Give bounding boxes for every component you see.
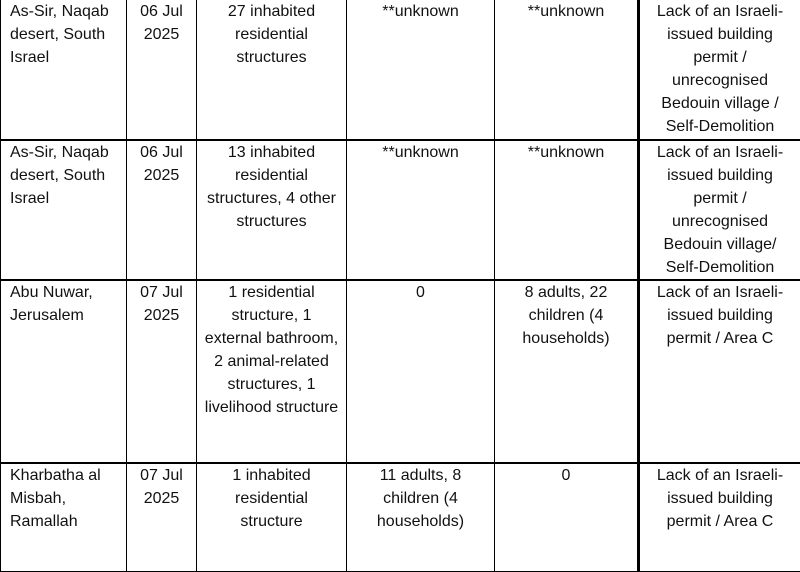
date-cell xyxy=(127,140,197,280)
location-text: As-Sir, Naqab desert, South Israel xyxy=(10,0,122,69)
affected-text: **unknown xyxy=(500,141,632,164)
location-text: Kharbatha al Misbah, Ramallah xyxy=(10,464,122,533)
location-cell xyxy=(1,0,127,140)
date-text: 07 Jul 2025 xyxy=(132,281,191,327)
table-row xyxy=(1,280,800,463)
table-row xyxy=(1,463,800,571)
table-row xyxy=(1,140,800,280)
affected-cell xyxy=(495,0,639,140)
date-text: 06 Jul 2025 xyxy=(132,0,191,46)
reason-cell xyxy=(639,140,800,280)
affected-cell xyxy=(495,140,639,280)
structures-text: 13 inhabited residential structures, 4 other structures xyxy=(202,141,341,233)
displaced-cell xyxy=(347,463,495,571)
displaced-text: 0 xyxy=(352,281,489,304)
affected-text: 0 xyxy=(500,464,632,487)
displaced-cell xyxy=(347,0,495,140)
structures-text: 1 residential structure, 1 external bathroom, 2 animal-related structures, 1 livelihood structure xyxy=(202,281,341,419)
displaced-text: **unknown xyxy=(352,141,489,164)
location-cell xyxy=(1,280,127,463)
reason-text: Lack of an Israeli-issued building permit / unrecognised Bedouin village/ Self-Demolition xyxy=(645,141,795,279)
date-text: 07 Jul 2025 xyxy=(132,464,191,510)
location-text: Abu Nuwar, Jerusalem xyxy=(10,281,122,327)
location-cell xyxy=(1,463,127,571)
reason-cell xyxy=(639,463,800,571)
structures-cell xyxy=(197,463,347,571)
location-cell xyxy=(1,140,127,280)
displaced-cell xyxy=(347,280,495,463)
date-text: 06 Jul 2025 xyxy=(132,141,191,187)
displaced-text: 11 adults, 8 children (4 households) xyxy=(352,464,489,533)
affected-text: 8 adults, 22 children (4 households) xyxy=(500,281,632,350)
reason-cell xyxy=(639,0,800,140)
affected-text: **unknown xyxy=(500,0,632,23)
displaced-text: **unknown xyxy=(352,0,489,23)
structures-text: 1 inhabited residential structure xyxy=(202,464,341,533)
structures-text: 27 inhabited residential structures xyxy=(202,0,341,69)
reason-text: Lack of an Israeli-issued building permit / unrecognised Bedouin village / Self-Demolition xyxy=(645,0,795,138)
location-text: As-Sir, Naqab desert, South Israel xyxy=(10,141,122,210)
structures-cell xyxy=(197,280,347,463)
affected-cell xyxy=(495,280,639,463)
reason-text: Lack of an Israeli-issued building permit / Area C xyxy=(645,281,795,350)
structures-cell xyxy=(197,140,347,280)
reason-cell xyxy=(639,280,800,463)
date-cell xyxy=(127,280,197,463)
date-cell xyxy=(127,0,197,140)
displaced-cell xyxy=(347,140,495,280)
table-row xyxy=(1,0,800,140)
structures-cell xyxy=(197,0,347,140)
reason-text: Lack of an Israeli-issued building permit / Area C xyxy=(645,464,795,533)
date-cell xyxy=(127,463,197,571)
affected-cell xyxy=(495,463,639,571)
